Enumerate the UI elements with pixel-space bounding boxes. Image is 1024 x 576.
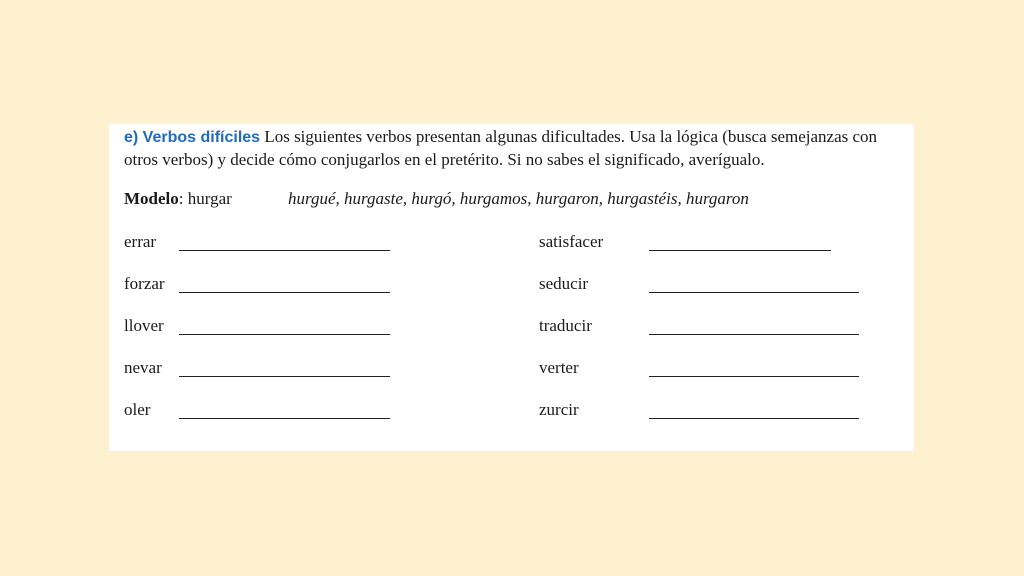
answer-blank-satisfacer[interactable]: [649, 250, 831, 251]
verb-label-oler: oler: [124, 400, 151, 419]
answer-blank-zurcir[interactable]: [649, 418, 859, 419]
verb-label-traducir: traducir: [539, 316, 592, 335]
answer-blank-llover[interactable]: [179, 334, 390, 335]
answer-blank-nevar[interactable]: [179, 376, 390, 377]
answer-blank-errar[interactable]: [179, 250, 390, 251]
verb-label-verter: verter: [539, 358, 579, 377]
answer-blank-verter[interactable]: [649, 376, 859, 377]
answer-blank-forzar[interactable]: [179, 292, 390, 293]
worksheet-card: [109, 124, 914, 451]
answer-blank-oler[interactable]: [179, 418, 390, 419]
model-answer: hurgué, hurgaste, hurgó, hurgamos, hurgaron, hurgastéis, hurgaron: [288, 189, 749, 208]
model-row: [124, 189, 232, 209]
exercise-instructions: Los siguientes verbos presentan algunas dificultades. Usa la lógica (busca semejanzas con otros verbos) y decide cómo conjugarlos en el pretérito. Si no sabes el significado, averígualo.: [124, 127, 878, 169]
verb-label-nevar: nevar: [124, 358, 162, 377]
exercise-heading: e) Verbos difíciles: [124, 129, 261, 146]
verb-label-satisfacer: satisfacer: [539, 232, 604, 251]
answer-blank-seducir[interactable]: [649, 292, 859, 293]
verb-label-zurcir: zurcir: [539, 400, 579, 419]
model-label: Modelo: [124, 189, 179, 208]
answer-blank-traducir[interactable]: [649, 334, 859, 335]
exercise-intro: [124, 126, 909, 171]
verb-label-errar: errar: [124, 232, 157, 251]
verb-label-forzar: forzar: [124, 274, 165, 293]
verb-label-seducir: seducir: [539, 274, 589, 293]
verb-label-llover: llover: [124, 316, 164, 335]
model-verb: : hurgar: [178, 189, 232, 208]
